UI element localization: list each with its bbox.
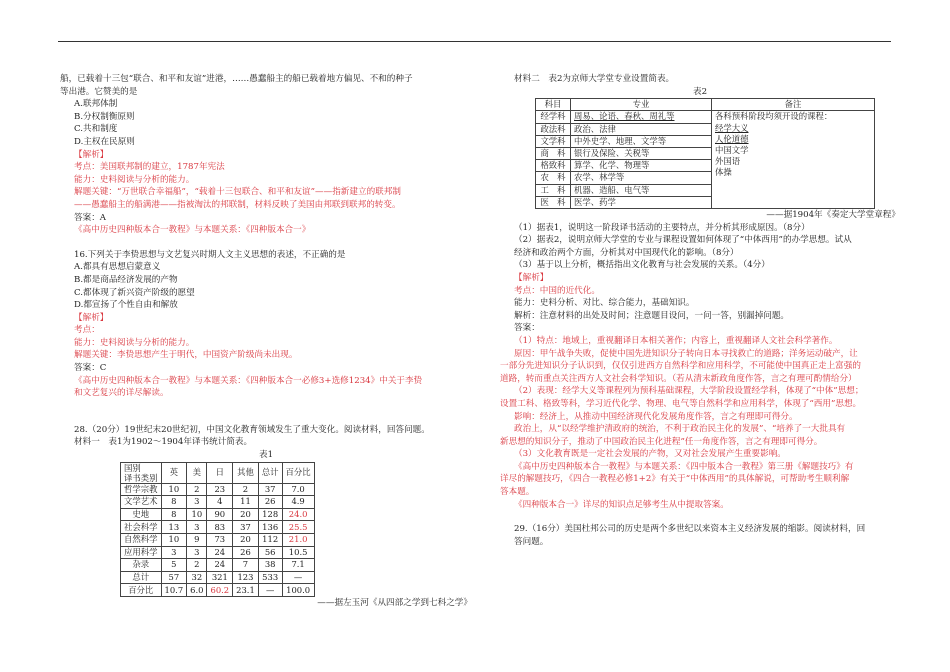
table1-value-cell: 533 (258, 571, 282, 584)
table2-note-line: 人伦道德 (715, 133, 749, 144)
answer-line: 新思想的知识分子，推动了中国政治民主化进程”任一角度作答，言之有理即可得分。 (500, 436, 823, 447)
table1-value-cell: 60.2 (207, 584, 233, 597)
q15-analysis (60, 161, 472, 211)
q16-analysis-line: 能力：史料阅读与分析的能力。 (74, 337, 195, 348)
answer-line: 一部分先进知识分子认识到，仅仅引进西方自然科学和应用科学，不可能使中国真正走上富强的 (500, 361, 861, 372)
table1-row (121, 521, 315, 534)
table1-value-cell: 8 (161, 508, 187, 521)
table2-note-line: 各科预科阶段均须开设的课程： (715, 111, 833, 122)
table1-col-header: 英 (161, 462, 187, 483)
answer-line: 详尽的解题技巧，《四合一教程必修1+2》有关于“中体西用”的具体解说，可帮助考生顺利解 (500, 474, 850, 485)
table1-value-cell: 57 (161, 571, 187, 584)
answer-line: 原因：甲午战争失败，促使中国先进知识分子转向日本寻找救亡的道路；洋务运动破产，让 (514, 348, 858, 359)
table1-value-cell: 73 (207, 534, 233, 547)
table1-category-cell: 杂录 (121, 559, 162, 572)
table1-value-cell: 2 (187, 559, 207, 572)
table1-value-cell: 37 (233, 521, 259, 534)
table1 (120, 462, 315, 597)
table1-value-cell: 100.0 (282, 584, 314, 597)
table1-value-cell: 3 (161, 546, 187, 559)
table2-source: ——据1904年《奏定大学堂章程》 (766, 210, 900, 221)
table2-major-cell: 政治、法律 (571, 123, 712, 135)
q28-kaodian: 考点：中国的近代化。 (514, 285, 600, 296)
table1-category-cell: 自然科学 (121, 534, 162, 547)
q15-analysis-line: 解题关键：“万世联合幸福船”，“载着十三包联合、和平和友谊”——指新建立的联邦制 (74, 187, 401, 198)
analysis-label: 【解析】 (74, 149, 109, 160)
table2-note-line: 经学大义 (715, 122, 749, 133)
q15-stem (60, 73, 472, 98)
q16-title: 16.下列关于李贽思想与文艺复兴时期人文主义思想的表述，不正确的是 (74, 249, 346, 260)
table2-note-line: 中国文学 (715, 145, 749, 155)
table1-value-cell: 20 (233, 534, 259, 547)
table1-value-cell: 10.7 (161, 584, 187, 597)
answer-line: 《高中历史四种版本合一教程》与本题关系：《四中版本合一教程》第三册《解题技巧》有 (514, 461, 854, 472)
subquestion-line: （2）据表2，说明京师大学堂的专业与课程设置如何体现了“中体西用”的办学思想。试从 (514, 235, 852, 246)
table1-value-cell: 24 (207, 559, 233, 572)
left-column (60, 73, 472, 610)
answer-line: 政治上，从“以经学维护清政府的统治，不利于政治民主化的发展”、“培养了一大批具有 (514, 424, 846, 435)
table1-value-cell: — (258, 584, 282, 597)
table2-subject-cell: 商 科 (536, 148, 571, 160)
table1-value-cell: 23.1 (233, 584, 259, 597)
table1-row (121, 584, 315, 597)
table1-category-cell: 文学艺术 (121, 496, 162, 509)
table2-subject-cell: 文学科 (536, 135, 571, 147)
table1-value-cell: 24.0 (282, 508, 314, 521)
table2-row (536, 111, 875, 123)
table1-value-cell: 6.0 (187, 584, 207, 597)
table1-col-header: 其他 (233, 462, 259, 483)
table1-row (121, 483, 315, 496)
q16-note (60, 375, 472, 400)
subquestion-line: 经济和政治两个方面，分析其对中国现代化的影响。（8分） (514, 247, 739, 258)
analysis-label-q28: 【解析】 (514, 272, 549, 283)
q15-text-line: 等出港。它赞美的是 (60, 86, 138, 97)
table1-value-cell: 21.0 (282, 534, 314, 547)
subquestion-line: （3）基于以上分析，概括指出文化教育与社会发展的关系。（4分） (514, 260, 770, 271)
q29-text-line: 答问题。 (514, 536, 549, 547)
table1-value-cell: 20 (233, 508, 259, 521)
answer-line: 答本题。 (500, 487, 535, 498)
table1-value-cell: 4 (207, 496, 233, 509)
table1-value-cell: 7.0 (282, 483, 314, 496)
table2-major-cell: 算学、化学、物理等 (571, 160, 712, 172)
table1-value-cell: 4.9 (282, 496, 314, 509)
analysis-label-q16: 【解析】 (74, 312, 109, 323)
table1-value-cell: 90 (207, 508, 233, 521)
q15-option: A.联邦体制 (74, 99, 118, 110)
table1-row (121, 534, 315, 547)
table1-category-cell: 总计 (121, 571, 162, 584)
table1-value-cell: 56 (258, 546, 282, 559)
table1-value-cell: 11 (233, 496, 259, 509)
table1-value-cell: 3 (187, 496, 207, 509)
table2-subject-cell: 政法科 (536, 123, 571, 135)
table1-value-cell: 32 (187, 571, 207, 584)
table1-value-cell: 10 (187, 508, 207, 521)
table2-subject-cell: 医 科 (536, 196, 571, 208)
q28-answer (500, 335, 900, 511)
table1-value-cell: 37 (258, 483, 282, 496)
material-two: 材料二 表2为京师大学堂专业设置简表。 (514, 74, 675, 84)
table1-corner-header: 国别 译书类别 (121, 462, 162, 483)
q15-text-line: 船，已载着十三包“联合、和平和友谊”进港，……愚蠢船主的船已载着地方偏见、不和的种子 (60, 74, 413, 84)
table1-value-cell: 10.5 (282, 546, 314, 559)
table1-value-cell: 8 (161, 496, 187, 509)
table1-value-cell: — (282, 571, 314, 584)
table1-row (121, 508, 315, 521)
answer-line: （1）特点：地域上，重视翻译日本相关著作；内容上，重视翻译人文社会科学著作。 (514, 335, 838, 346)
q15-analysis-line: 能力：史料阅读与分析的能力。 (74, 174, 195, 185)
table1-value-cell: 24 (207, 546, 233, 559)
answer-line: 道路，转而重点关注西方人文社会科学知识。（若从清末新政角度作答，言之有理可酌情给分） (500, 373, 857, 384)
table2-subject-cell: 经学科 (536, 111, 571, 123)
table1-category-cell: 史地 (121, 508, 162, 521)
table1-col-header: 日 (207, 462, 233, 483)
q15-note: 《高中历史四种版本合一教程》与本题关系：《四种版本合一》 (74, 225, 311, 236)
table1-row (121, 496, 315, 509)
table1-row (121, 571, 315, 584)
table1-value-cell: 128 (258, 508, 282, 521)
q16-option: D.都宣扬了个性自由和解放 (74, 300, 178, 311)
q16-option: B.都是商品经济发展的产物 (74, 274, 178, 285)
q16-option: A.都具有思想启蒙意义 (74, 262, 161, 273)
table1-value-cell: 7.1 (282, 559, 314, 572)
table1-value-cell: 25.5 (282, 521, 314, 534)
q16-analysis-line: 解题关键：李贽思想产生于明代，中国资产阶级尚未出现。 (74, 350, 298, 361)
q28-subquestions (500, 222, 900, 272)
table2-major-cell: 医学、药学 (571, 196, 712, 208)
table1-category-cell: 社会科学 (121, 521, 162, 534)
answer-line: 《四种版本合一》详尽的知识点足够考生从中提取答案。 (514, 499, 729, 510)
q16-options (60, 261, 472, 311)
q29-text-line: 29.（16分）美国杜邦公司的历史是两个多世纪以来资本主义经济发展的缩影。阅读材料，回 (514, 524, 866, 535)
table1-category-cell: 百分比 (121, 584, 162, 597)
table2-major-cell: 银行及保险、关税等 (571, 148, 712, 160)
q28-title: 28.（20分）19世纪末20世纪初，中国文化教育领域发生了重大变化。阅读材料，回答问题。 (74, 424, 430, 435)
q16-note-line: 《高中历史四种版本合一教程》与本题关系：《四种版本合一必修3+选修1234》中关于李贽 (74, 375, 423, 386)
table1-category-cell: 哲学宗教 (121, 483, 162, 496)
table1-value-cell: 321 (207, 571, 233, 584)
table1-value-cell: 26 (258, 496, 282, 509)
material-one: 材料一 表1为1902～1904年译书统计简表。 (74, 437, 253, 448)
table1-value-cell: 2 (187, 483, 207, 496)
q15-option: C.共和制度 (74, 124, 118, 135)
q15-answer: 答案：A (74, 212, 106, 223)
table1-col-header: 百分比 (282, 462, 314, 483)
table1-caption: 表1 (258, 450, 274, 461)
table1-col-header: 美 (187, 462, 207, 483)
table2-subject-cell: 工 科 (536, 184, 571, 196)
table1-value-cell: 10 (161, 534, 187, 547)
table2-subject-cell: 格致科 (536, 160, 571, 172)
table1-value-cell: 26 (233, 546, 259, 559)
q15-option: B.分权制衡原则 (74, 111, 135, 122)
table2-major-cell: 机器、造船、电气等 (571, 184, 712, 196)
table1-category-cell: 应用科学 (121, 546, 162, 559)
table1-value-cell: 13 (161, 521, 187, 534)
answer-line: （2）表现：经学大义等课程列为预科基础课程，大学阶段设置经学科，体现了“中体”思想； (514, 386, 864, 397)
q15-option: D.主权在民原则 (74, 136, 135, 147)
table2 (535, 98, 875, 209)
table1-value-cell: 3 (187, 546, 207, 559)
q16-note-line: 和文艺复兴的详尽解读。 (74, 388, 169, 399)
header-rule (58, 41, 891, 42)
table1-value-cell: 7 (233, 559, 259, 572)
answer-line: 影响：经济上，从推动中国经济现代化发展角度作答，言之有理即可得分。 (514, 411, 798, 422)
table1-value-cell: 112 (258, 534, 282, 547)
table1-value-cell: 38 (258, 559, 282, 572)
q15-analysis-line: 考点：美国联邦制的建立，1787年宪法 (74, 162, 225, 173)
table1-value-cell: 123 (233, 571, 259, 584)
subquestion-line: （1）据表1，说明这一阶段译书活动的主要特点，并分析其形成原因。（8分） (514, 222, 810, 233)
table1-value-cell: 5 (161, 559, 187, 572)
table1-value-cell: 10 (161, 483, 187, 496)
table2-note-cell (712, 111, 875, 209)
q28-answer-label: 答案： (514, 323, 540, 334)
table1-value-cell: 83 (207, 521, 233, 534)
table1-value-cell: 2 (233, 483, 259, 496)
right-column (500, 73, 900, 548)
q28-jieti: 解析：注意材料的出处及时间；注意题目设问，一问一答，别漏掉问题。 (514, 310, 790, 321)
q16-option: C.都体现了新兴资产阶级的愿望 (74, 287, 195, 298)
table2-note-line: 外国语 (715, 156, 741, 167)
table1-value-cell: 3 (187, 521, 207, 534)
answer-line: （3）文化教育既是一定社会发展的产物，又对社会发展产生重要影响。 (514, 449, 786, 460)
table1-col-header: 总计 (258, 462, 282, 483)
q16-answer: 答案：C (74, 363, 107, 374)
table1-row (121, 559, 315, 572)
q16-analysis (60, 324, 472, 362)
answer-line: 设置工科、格致等科，学习近代化学、物理、电气等自然科学和应用科学，体现了“西用”思想。 (500, 398, 862, 409)
q15-options (60, 98, 472, 148)
table1-source: ——据左玉河《从四部之学到七科之学》 (317, 597, 472, 608)
table2-subject-cell: 农 科 (536, 172, 571, 184)
table1-value-cell: 136 (258, 521, 282, 534)
table1-row (121, 546, 315, 559)
table2-header-subject: 科目 (536, 99, 571, 111)
table2-note-line: 体操 (715, 167, 732, 178)
table2-header-note: 备注 (712, 99, 875, 111)
q16-analysis-line: 考点： (74, 325, 100, 336)
q15-analysis-line: ——愚蠢船主的船满港——指被淘汰的邦联制，材料反映了美国由邦联到联邦的转变。 (74, 199, 401, 210)
table1-value-cell: 9 (187, 534, 207, 547)
q28-nengli: 能力：史料分析、对比、综合能力，基础知识。 (514, 298, 695, 309)
table2-major-cell: 农学、林学等 (571, 172, 712, 184)
table1-value-cell: 23 (207, 483, 233, 496)
table2-header-major: 专业 (571, 99, 712, 111)
table2-caption: 表2 (692, 86, 708, 97)
q29-stem (500, 523, 900, 548)
table2-major-cell: 周易、论语、春秋、周礼等 (571, 111, 712, 123)
table2-major-cell: 中外史学、地理、文学等 (571, 135, 712, 147)
